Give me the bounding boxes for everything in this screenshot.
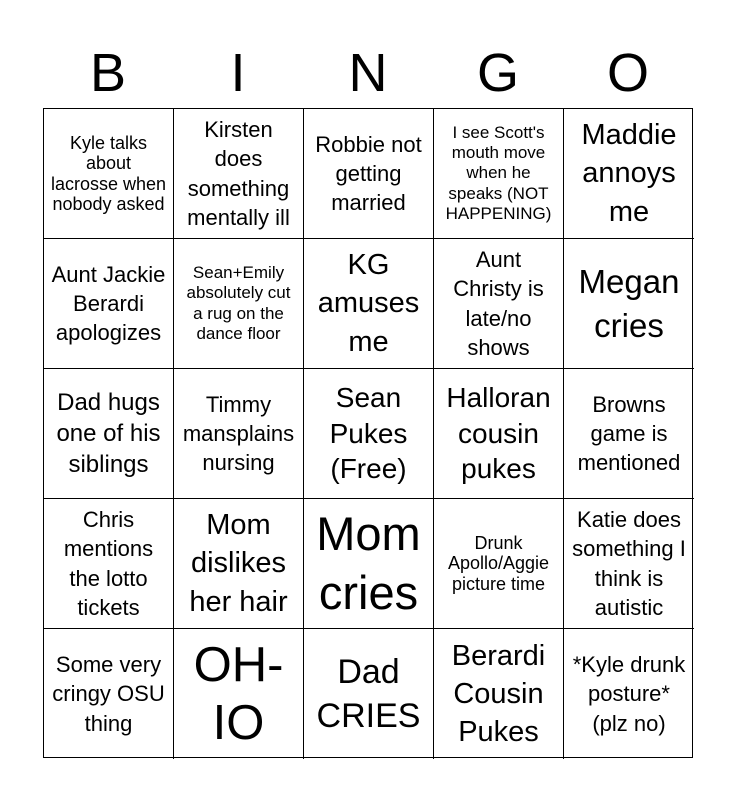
bingo-cell[interactable]: Dad hugs one of his siblings (44, 369, 174, 499)
bingo-cell[interactable]: Timmy mansplains nursing (174, 369, 304, 499)
bingo-cell[interactable]: Sean Pukes (Free) (304, 369, 434, 499)
bingo-cell[interactable]: Mom cries (304, 499, 434, 629)
bingo-cell[interactable]: *Kyle drunk posture* (plz no) (572, 652, 686, 736)
bingo-cell[interactable]: Chris mentions the lotto tickets (44, 499, 174, 629)
bingo-cell[interactable]: Drunk Apollo/Aggie picture time (434, 499, 564, 629)
bingo-board (43, 108, 693, 758)
bingo-cell[interactable]: Robbie not getting married (304, 109, 434, 239)
bingo-cell[interactable]: Aunt Jackie Berardi apologizes (44, 239, 174, 369)
bingo-cell[interactable]: Halloran cousin pukes (434, 369, 564, 499)
bingo-cell[interactable]: OH-IO (174, 629, 304, 759)
bingo-cell[interactable]: Dad CRIES (304, 629, 434, 759)
header-letter-i: I (230, 43, 246, 103)
bingo-cell[interactable]: Mom dislikes her hair (174, 499, 304, 629)
header-letter-g: G (476, 43, 519, 103)
header-letter-n: N (348, 43, 388, 103)
bingo-cell[interactable]: Browns game is mentioned (564, 369, 694, 499)
bingo-cell[interactable]: Katie does something I think is autistic (564, 499, 694, 629)
bingo-cell[interactable]: Kirsten does something mentally ill (174, 109, 304, 239)
bingo-header (43, 38, 693, 108)
header-letter-b: B (89, 43, 127, 103)
bingo-cell[interactable]: Kyle talks about lacrosse when nobody asked (44, 109, 174, 239)
bingo-cell[interactable]: KG amuses me (304, 239, 434, 369)
bingo-cell[interactable]: I see Scott's mouth move when he speaks (NOT HAPPENING) (434, 109, 564, 239)
bingo-cell[interactable]: Aunt Christy is late/no shows (434, 239, 564, 369)
bingo-cell[interactable]: Maddie annoys me (564, 109, 694, 239)
bingo-cell[interactable]: Some very cringy OSU thing (44, 629, 174, 759)
bingo-cell[interactable]: Megan cries (564, 239, 694, 369)
header-letter-o: O (606, 43, 649, 103)
bingo-cell[interactable]: Berardi Cousin Pukes (434, 629, 564, 759)
bingo-cell[interactable]: Sean+Emily absolutely cut a rug on the dance floor (174, 239, 304, 369)
